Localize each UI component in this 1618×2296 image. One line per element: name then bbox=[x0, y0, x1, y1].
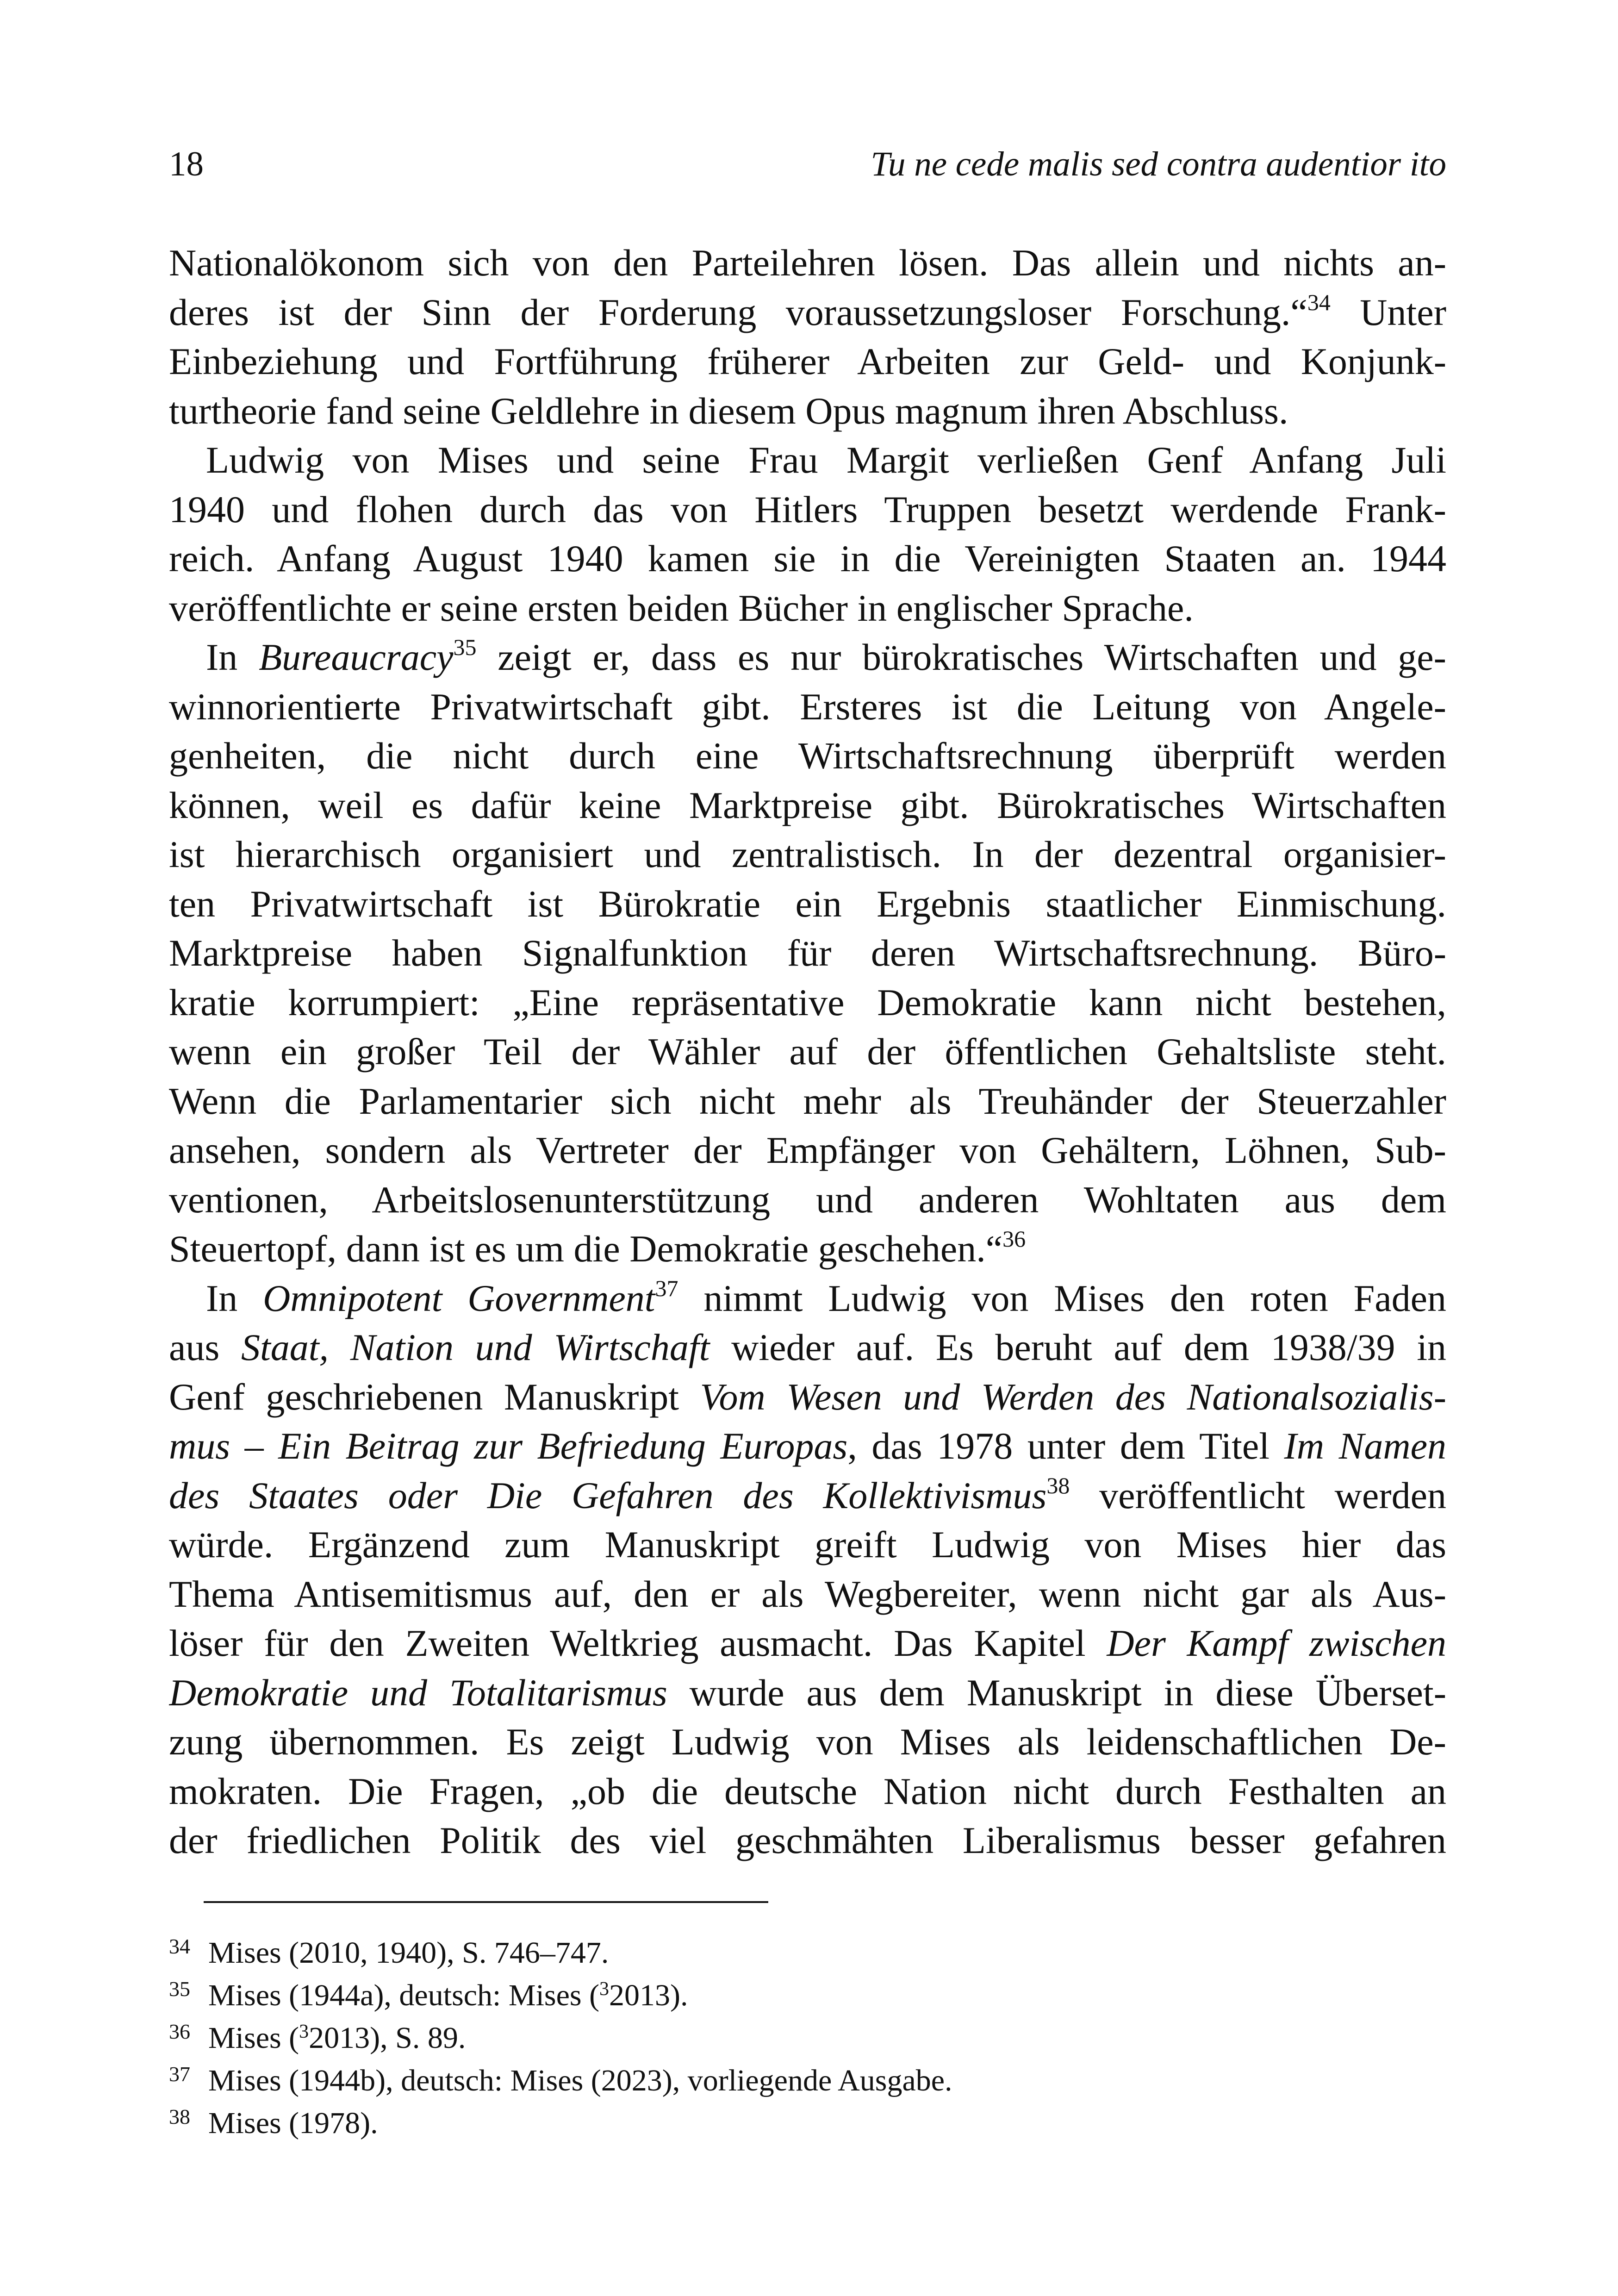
text-line: deres ist der Sinn der Forderung voraussetzungsloser Forschung.“$^{34}$ Unter bbox=[169, 289, 1446, 333]
text-line: Genf geschriebenen Manuskript Vom Wesen und Werden des Nationalsozialis- bbox=[169, 1375, 1446, 1418]
running-title: Tu ne cede malis sed contra audentior ito bbox=[871, 145, 1446, 183]
text-line: Einbeziehung und Fortführung früherer Arbeiten zur Geld- und Konjunk- bbox=[169, 340, 1446, 382]
text-line: des Staates oder Die Gefahren des Kollektivismus$^{38}$ veröffentlicht werden bbox=[169, 1472, 1446, 1516]
text-line: kratie korrumpiert: „Eine repräsentative Demokratie kann nicht bestehen, bbox=[169, 981, 1446, 1023]
text-line: reich. Anfang August 1940 kamen sie in die Vereinigten Staaten an. 1944 bbox=[169, 537, 1446, 580]
text-line: ansehen, sondern als Vertreter der Empfänger von Gehältern, Löhnen, Sub- bbox=[169, 1129, 1446, 1171]
body-text bbox=[169, 238, 1446, 1866]
italic-title: Omnipotent Government bbox=[263, 1277, 655, 1319]
text-line: würde. Ergänzend zum Manuskript greift Ludwig von Mises hier das bbox=[169, 1523, 1446, 1566]
text-line: mus – Ein Beitrag zur Befriedung Europas, das 1978 unter dem Titel Im Namen bbox=[169, 1425, 1446, 1467]
footnote-divider bbox=[204, 1901, 768, 1903]
footnote-ref: 38 bbox=[1046, 1472, 1070, 1498]
footnote-ref: 35 bbox=[453, 634, 477, 660]
text-line: Wenn die Parlamentarier sich nicht mehr als Treuhänder der Steuerzahler bbox=[169, 1079, 1446, 1122]
text-line: aus Staat, Nation und Wirtschaft wieder auf. Es beruht auf dem 1938/39 in bbox=[169, 1326, 1446, 1368]
italic-title: Der Kampf zwischen bbox=[1107, 1622, 1446, 1664]
footnote: 35 Mises (1944a), deutsch: Mises ($^3$2013). bbox=[169, 1977, 688, 2012]
text-line: 1940 und flohen durch das von Hitlers Truppen besetzt werdende Frank- bbox=[169, 488, 1446, 530]
text-line: löser für den Zweiten Weltkrieg ausmacht. Das Kapitel Der Kampf zwischen bbox=[169, 1622, 1446, 1664]
text-line: mokraten. Die Fragen, „ob die deutsche Nation nicht durch Festhalten an bbox=[169, 1770, 1446, 1812]
italic-title: Im Namen bbox=[1284, 1425, 1446, 1467]
footnote: 38 Mises (1978). bbox=[169, 2105, 378, 2140]
text-line: Nationalökonom sich von den Parteilehren lösen. Das allein und nichts an- bbox=[169, 242, 1446, 284]
footnotes bbox=[169, 1932, 1446, 2145]
text-line: ten Privatwirtschaft ist Bürokratie ein Ergebnis staatlicher Einmischung. bbox=[169, 882, 1446, 925]
footnote-ref: 37 bbox=[655, 1275, 678, 1301]
text-line: der friedlichen Politik des viel geschmähten Liberalismus besser gefahren bbox=[169, 1819, 1446, 1861]
italic-title: Demokratie und Totalitarismus bbox=[169, 1671, 667, 1714]
footnote: 36 Mises ($^3$2013), S. 89. bbox=[169, 2020, 466, 2055]
text-line: Ludwig von Mises und seine Frau Margit verließen Genf Anfang Juli bbox=[206, 439, 1446, 481]
text-line: veröffentlichte er seine ersten beiden Bücher in englischer Sprache. bbox=[169, 586, 1194, 629]
page-number: 18 bbox=[169, 145, 204, 183]
text-line: In Omnipotent Government$^{37}$ nimmt Ludwig von Mises den roten Faden bbox=[206, 1275, 1446, 1319]
footnote: 37 Mises (1944b), deutsch: Mises (2023), vorliegende Ausgabe. bbox=[169, 2062, 952, 2097]
text-line: Marktpreise haben Signalfunktion für deren Wirtschaftsrechnung. Büro- bbox=[169, 932, 1446, 974]
footnote-ref: 36 bbox=[1002, 1226, 1026, 1252]
italic-title: Vom Wesen und Werden des Nationalsozialis- bbox=[700, 1375, 1446, 1418]
text-line: ventionen, Arbeitslosenunterstützung und anderen Wohltaten aus dem bbox=[169, 1178, 1446, 1221]
text-line: In Bureaucracy$^{35}$ zeigt er, dass es nur bürokratisches Wirtschaften und ge- bbox=[206, 634, 1446, 678]
italic-title: Bureaucracy bbox=[259, 636, 454, 678]
text-line: Demokratie und Totalitarismus wurde aus dem Manuskript in diese Überset- bbox=[169, 1671, 1446, 1714]
text-line: Thema Antisemitismus auf, den er als Wegbereiter, wenn nicht gar als Aus- bbox=[169, 1572, 1446, 1615]
edition-superscript: 3 bbox=[299, 2021, 309, 2042]
italic-title: des Staates oder Die Gefahren des Kollektivismus bbox=[169, 1474, 1047, 1516]
italic-title: Staat, Nation und Wirtschaft bbox=[241, 1326, 710, 1368]
running-head bbox=[169, 139, 1446, 190]
italic-title: mus – Ein Beitrag zur Befriedung Europas bbox=[169, 1425, 848, 1467]
text-line: ist hierarchisch organisiert und zentralistisch. In der dezentral organisier- bbox=[169, 833, 1446, 875]
text-line: wenn ein großer Teil der Wähler auf der öffentlichen Gehaltsliste steht. bbox=[169, 1030, 1446, 1073]
text-line: Steuertopf, dann ist es um die Demokratie geschehen.“$^{36}$ bbox=[169, 1226, 1026, 1270]
footnote-ref: 34 bbox=[1307, 289, 1331, 315]
edition-superscript: 3 bbox=[599, 1978, 610, 2000]
footnote: 34 Mises (2010, 1940), S. 746–747. bbox=[169, 1934, 609, 1970]
text-line: können, weil es dafür keine Marktpreise gibt. Bürokratisches Wirtschaften bbox=[169, 784, 1446, 826]
text-line: genheiten, die nicht durch eine Wirtschaftsrechnung überprüft werden bbox=[169, 735, 1446, 777]
text-line: turtheorie fand seine Geldlehre in diesem Opus magnum ihren Abschluss. bbox=[169, 389, 1288, 432]
text-line: winnorientierte Privatwirtschaft gibt. Ersteres ist die Leitung von Angele- bbox=[169, 685, 1446, 728]
text-line: zung übernommen. Es zeigt Ludwig von Mises als leidenschaftlichen De- bbox=[169, 1721, 1446, 1763]
